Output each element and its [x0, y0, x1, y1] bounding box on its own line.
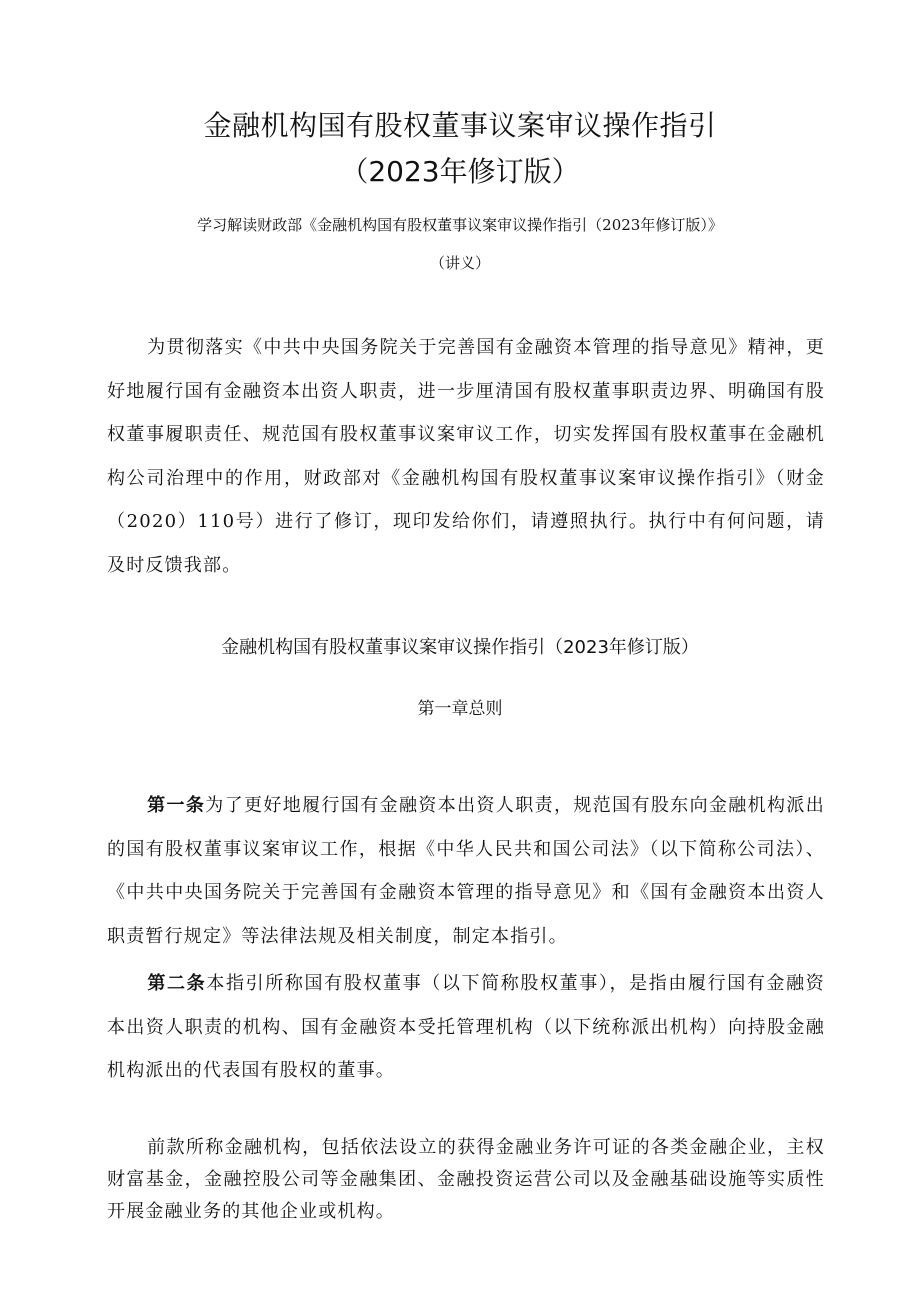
article-1 — [107, 784, 825, 958]
article-2-label: 第二条 — [147, 973, 207, 994]
article-2-paragraph-2-text: 前款所称金融机构，包括依法设立的获得金融业务许可证的各类金融企业，主权财富基金，金融控股公司等金融集团、金融投资运营公司以及金融基础设施等实质性开展金融业务的其他企业或机构。 — [107, 1137, 825, 1222]
article-2-text: 本指引所称国有股权董事（以下简称股权董事），是指由履行国有金融资本出资人职责的机构、国有金融资本受托管理机构（以下统称派出机构）向持股金融机构派出的代表国有股权的董事。 — [107, 973, 825, 1081]
article-1-label: 第一条 — [147, 795, 206, 816]
intro-paragraph — [107, 326, 825, 587]
article-2 — [107, 962, 825, 1093]
document-subtitle: 学习解读财政部《金融机构国有股权董事议案审议操作指引（2023年修订版）》 — [197, 216, 723, 234]
article-1-text: 为了更好地履行国有金融资本出资人职责，规范国有股东向金融机构派出的国有股权董事议案审议工作，根据《中华人民共和国公司法》（以下简称公司法）、《中共中央国务院关于完善国有金融资本管理的指导意见》和《国有金融资本出资人职责暂行规定》等法律法规及相关制度，制定本指引。 — [107, 795, 825, 947]
document-title-line-2: （2023年修订版） — [340, 155, 580, 188]
document-title-line-1: 金融机构国有股权董事议案审议操作指引 — [203, 109, 717, 142]
intro-paragraph-text: 为贯彻落实《中共中央国务院关于完善国有金融资本管理的指导意见》精神，更好地履行国有金融资本出资人职责，进一步厘清国有股权董事职责边界、明确国有股权董事履职责任、规范国有股权董事议案审议工作，切实发挥国有股权董事在金融机构公司治理中的作用，财政部对《金融机构国有股权董事议案审议操作指引》（财金（2020）110号）进行了修订，现印发给你们，请遵照执行。执行中有何问题，请及时反馈我部。 — [107, 337, 825, 576]
chapter-title: 第一章总则 — [417, 699, 503, 719]
section-heading: 金融机构国有股权董事议案审议操作指引（2023年修订版） — [221, 637, 699, 658]
document-note: （讲义） — [429, 254, 490, 272]
article-2-paragraph-2 — [107, 1132, 825, 1228]
